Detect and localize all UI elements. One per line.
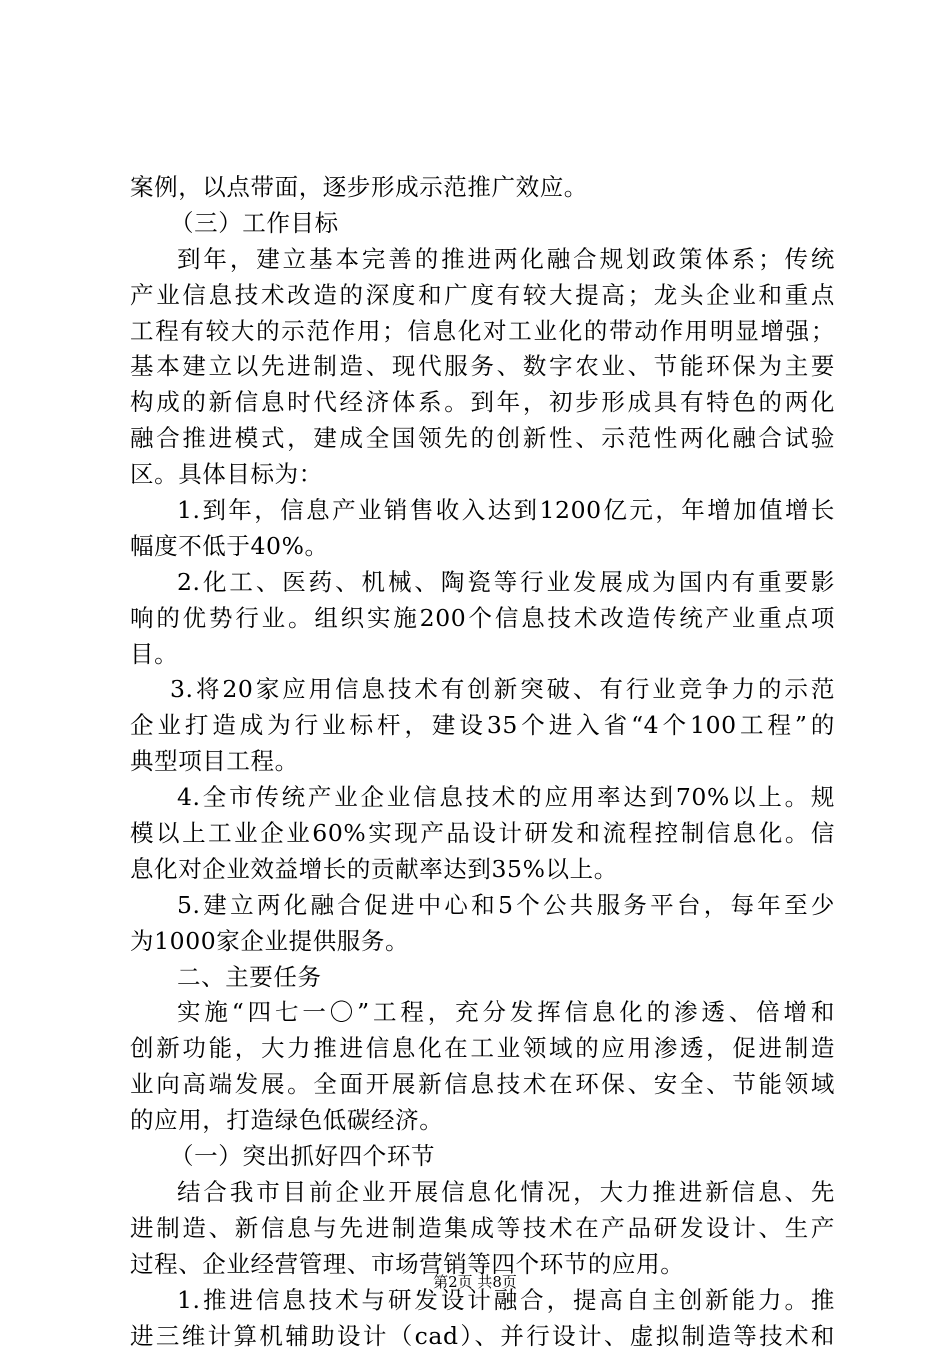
text-line: 1.推进信息技术与研发设计融合，提高自主创新能力。推: [130, 1283, 835, 1319]
document-body: [130, 170, 835, 1354]
text-line: 创新功能，大力推进信息化在工业领域的应用渗透，促进制造: [130, 1031, 835, 1067]
section-heading: （三）工作目标: [130, 206, 835, 242]
text-line: 2.化工、医药、机械、陶瓷等行业发展成为国内有重要影: [130, 565, 835, 601]
text-line: 工程有较大的示范作用；信息化对工业化的带动作用明显增强；: [130, 314, 835, 350]
text-line: 5.建立两化融合促进中心和5个公共服务平台，每年至少: [130, 888, 835, 924]
text-line: 1.到年，信息产业销售收入达到1200亿元，年增加值增长: [130, 493, 835, 529]
text-line: 业向高端发展。全面开展新信息技术在环保、安全、节能领域: [130, 1067, 835, 1103]
text-line: 过程、企业经营管理、市场营销等四个环节的应用。: [130, 1247, 835, 1283]
text-line: 结合我市目前企业开展信息化情况，大力推进新信息、先: [130, 1175, 835, 1211]
section-heading: （一）突出抓好四个环节: [130, 1139, 835, 1175]
text-line: 构成的新信息时代经济体系。到年，初步形成具有特色的两化: [130, 385, 835, 421]
text-line: 企业打造成为行业标杆，建设35个进入省“4个100工程”的: [130, 708, 835, 744]
text-line: 息化对企业效益增长的贡献率达到35%以上。: [130, 852, 835, 888]
text-line: 4.全市传统产业企业信息技术的应用率达到70%以上。规: [130, 780, 835, 816]
text-line: 幅度不低于40%。: [130, 529, 835, 565]
page-number: 第2页 共8页: [0, 1271, 950, 1292]
text-line: 案例，以点带面，逐步形成示范推广效应。: [130, 170, 835, 206]
text-line: 区。具体目标为：: [130, 457, 835, 493]
text-line: 模以上工业企业60%实现产品设计研发和流程控制信息化。信: [130, 816, 835, 852]
text-line: 目。: [130, 637, 835, 673]
text-line: 为1000家企业提供服务。: [130, 924, 835, 960]
text-line: 基本建立以先进制造、现代服务、数字农业、节能环保为主要: [130, 349, 835, 385]
text-line: 融合推进模式，建成全国领先的创新性、示范性两化融合试验: [130, 421, 835, 457]
text-line: 到年，建立基本完善的推进两化融合规划政策体系；传统: [130, 242, 835, 278]
text-line: 典型项目工程。: [130, 744, 835, 780]
section-heading: 二、主要任务: [130, 960, 835, 996]
text-line: 的应用，打造绿色低碳经济。: [130, 1103, 835, 1139]
text-line: 实施“四七一〇”工程，充分发挥信息化的渗透、倍增和: [130, 995, 835, 1031]
text-line: 进三维计算机辅助设计（cad）、并行设计、虚拟制造等技术和: [130, 1319, 835, 1354]
text-line: 进制造、新信息与先进制造集成等技术在产品研发设计、生产: [130, 1211, 835, 1247]
text-line: 产业信息技术改造的深度和广度有较大提高；龙头企业和重点: [130, 278, 835, 314]
text-line: 响的优势行业。组织实施200个信息技术改造传统产业重点项: [130, 601, 835, 637]
text-line: 3.将20家应用信息技术有创新突破、有行业竞争力的示范: [130, 672, 835, 708]
